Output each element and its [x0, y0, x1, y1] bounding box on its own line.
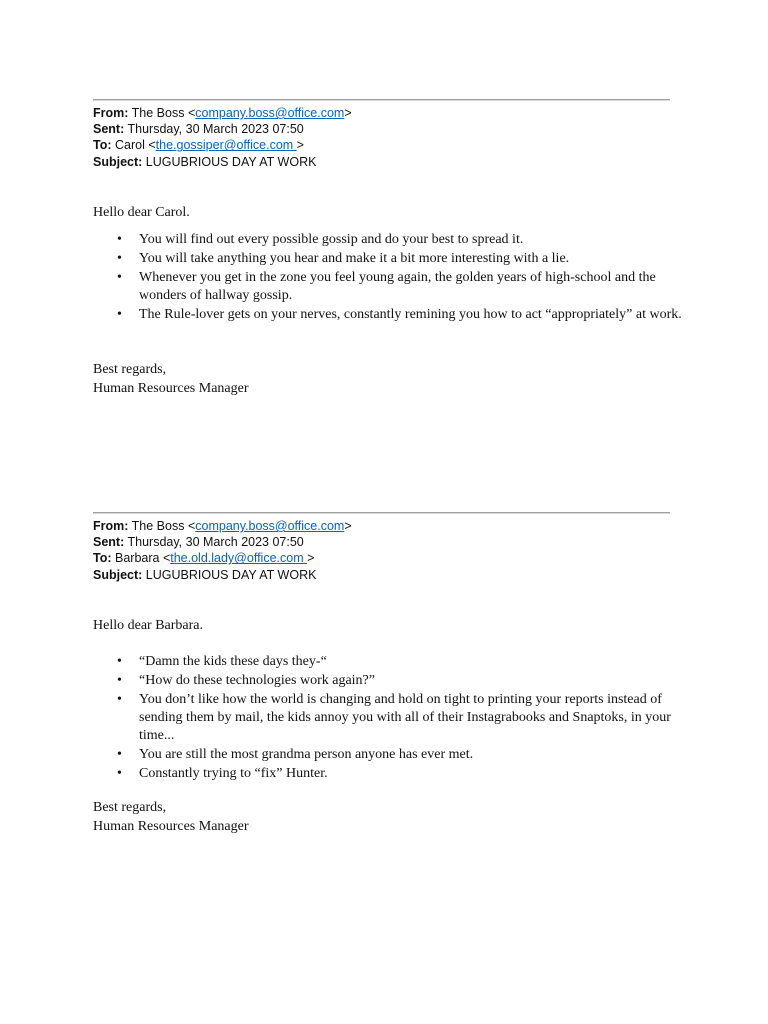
subject-line [93, 567, 352, 583]
to-label: To: [93, 551, 112, 566]
from-label: From: [93, 106, 129, 120]
bullet-icon: • [117, 747, 122, 762]
subject-value: LUGUBRIOUS DAY AT WORK [145, 154, 317, 169]
from-close: > [344, 519, 352, 533]
to-email-link[interactable]: the.gossiper@office.com [155, 138, 297, 153]
subject-label: Subject: [93, 567, 143, 582]
sent-label: Sent: [93, 535, 125, 550]
signature: Human Resources Manager [93, 380, 249, 396]
from-email-link[interactable]: company.boss@office.com [195, 519, 345, 533]
header-divider [93, 99, 670, 101]
list-item-text: The Rule-lover gets on your nerves, constantly remining you how to act “appropriately” at work. [139, 307, 682, 322]
subject-line [93, 154, 352, 170]
list-item [93, 653, 683, 671]
from-name: The Boss < [131, 106, 196, 120]
list-item-text: “Damn the kids these days they-“ [139, 654, 327, 669]
sent-value: Thursday, 30 March 2023 07:50 [127, 535, 304, 550]
to-email-link[interactable]: the.old.lady@office.com [170, 551, 308, 566]
list-item [93, 765, 683, 783]
signature: Human Resources Manager [93, 818, 249, 834]
to-close: > [296, 138, 304, 153]
subject-value: LUGUBRIOUS DAY AT WORK [145, 567, 317, 582]
email-header-block [93, 105, 352, 170]
to-line [93, 137, 352, 153]
from-line [93, 105, 352, 121]
signoff-block [93, 799, 249, 836]
list-item-text: “How do these technologies work again?” [139, 673, 375, 688]
email-header-block [93, 518, 352, 583]
bullet-icon: • [117, 251, 122, 266]
from-email-link[interactable]: company.boss@office.com [195, 106, 345, 120]
sent-line [93, 534, 352, 550]
from-line [93, 518, 352, 534]
bullet-list [93, 231, 683, 325]
to-name: Carol < [115, 138, 156, 153]
bullet-icon: • [117, 766, 122, 781]
from-name: The Boss < [131, 519, 196, 533]
bullet-icon: • [117, 673, 122, 688]
from-close: > [344, 106, 352, 120]
list-item [93, 269, 683, 305]
from-label: From: [93, 519, 129, 533]
closing: Best regards, [93, 362, 167, 377]
signoff-block [93, 361, 249, 398]
sent-line [93, 121, 352, 137]
list-item [93, 746, 683, 764]
to-name: Barbara < [115, 551, 171, 566]
sent-value: Thursday, 30 March 2023 07:50 [127, 122, 304, 137]
greeting: Hello dear Carol. [93, 205, 190, 220]
greeting: Hello dear Barbara. [93, 618, 203, 633]
bullet-icon: • [117, 307, 122, 322]
sent-label: Sent: [93, 122, 125, 137]
list-item [93, 691, 683, 745]
list-item [93, 250, 683, 268]
list-item [93, 306, 683, 324]
list-item-text: You don’t like how the world is changing and hold on tight to printing your reports instead of sending them by mail, the kids annoy you with all of their Instagrabooks and Snaptoks, in your time... [139, 692, 671, 743]
list-item-text: You will find out every possible gossip and do your best to spread it. [139, 232, 524, 247]
list-item-text: Constantly trying to “fix” Hunter. [139, 766, 328, 781]
to-close: > [307, 551, 315, 566]
header-divider [93, 512, 670, 514]
bullet-list [93, 653, 683, 784]
bullet-icon: • [117, 270, 122, 285]
bullet-icon: • [117, 692, 122, 707]
subject-label: Subject: [93, 154, 143, 169]
bullet-icon: • [117, 654, 122, 669]
list-item [93, 672, 683, 690]
bullet-icon: • [117, 232, 122, 247]
list-item-text: Whenever you get in the zone you feel young again, the golden years of high-school and the wonders of hallway gossip. [139, 270, 656, 303]
list-item [93, 231, 683, 249]
to-label: To: [93, 138, 112, 153]
to-line [93, 550, 352, 566]
closing: Best regards, [93, 800, 167, 815]
list-item-text: You are still the most grandma person anyone has ever met. [139, 747, 474, 762]
list-item-text: You will take anything you hear and make it a bit more interesting with a lie. [139, 251, 570, 266]
